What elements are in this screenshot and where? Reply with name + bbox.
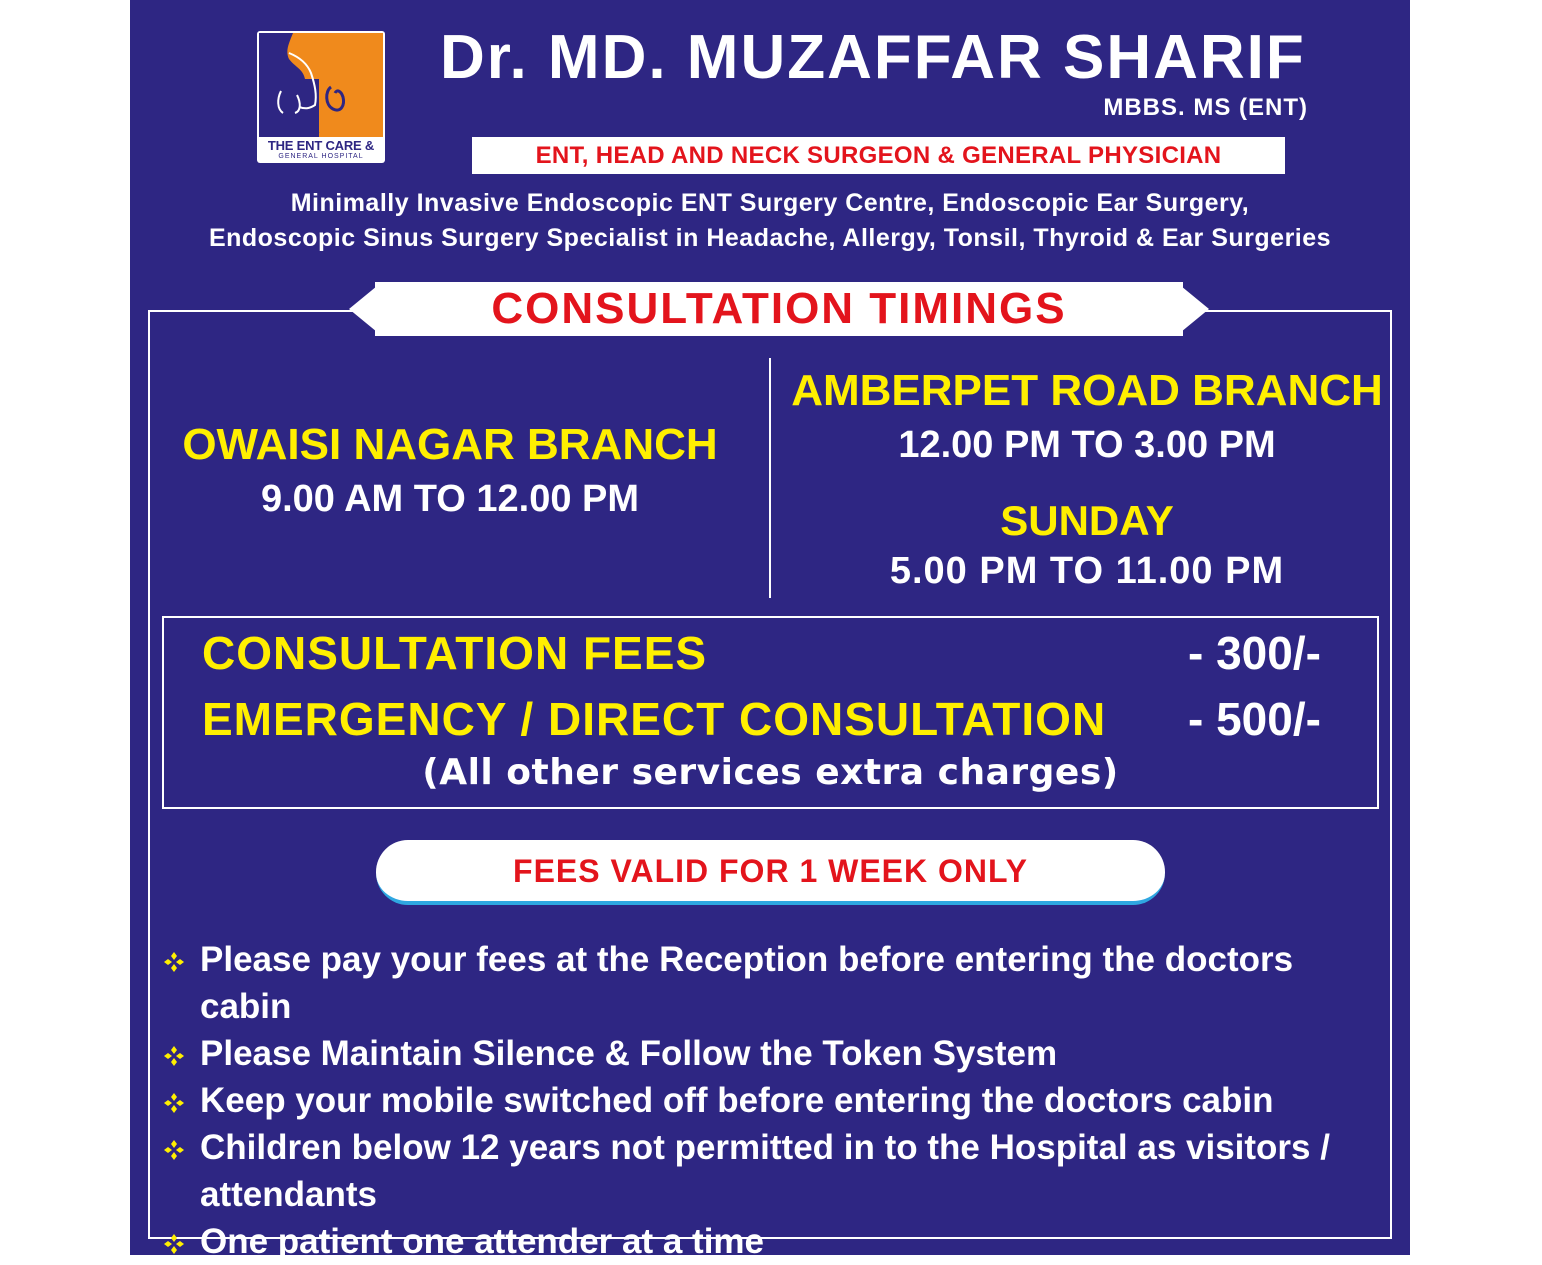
consultation-fee-amount: - 300/- <box>1188 627 1321 679</box>
validity-text: FEES VALID FOR 1 WEEK ONLY <box>513 853 1028 889</box>
fees-note: (All other services extra charges) <box>422 752 1119 793</box>
ent-face-icon <box>259 33 383 137</box>
emergency-fee-amount: - 500/- <box>1188 693 1321 745</box>
rule-text: Keep your mobile switched off before entering the doctors cabin <box>200 1081 1274 1120</box>
specialty-banner: ENT, HEAD AND NECK SURGEON & GENERAL PHYSICIAN <box>472 137 1285 174</box>
amberpet-branch-time: 12.00 PM TO 3.00 PM <box>898 424 1276 466</box>
branch-divider <box>769 358 771 598</box>
diamond-cluster-icon <box>162 1232 186 1256</box>
list-item <box>160 936 1390 1030</box>
list-item <box>160 1218 1390 1265</box>
tagline-line-1: Minimally Invasive Endoscopic ENT Surgery Centre, Endoscopic Ear Surgery, <box>290 189 1250 217</box>
hospital-logo <box>257 31 385 163</box>
timings-title: CONSULTATION TIMINGS <box>491 284 1067 333</box>
diamond-cluster-icon <box>162 1138 186 1162</box>
doctor-name: Dr. MD. MUZAFFAR SHARIF <box>440 23 1306 92</box>
diamond-cluster-icon <box>162 1091 186 1115</box>
logo-line-1: THE ENT CARE & <box>267 138 375 153</box>
list-item <box>160 1030 1390 1077</box>
rules-list <box>160 936 1390 1265</box>
owaisi-branch-time: 9.00 AM TO 12.00 PM <box>260 478 640 520</box>
diamond-cluster-icon <box>162 1044 186 1068</box>
sunday-label: SUNDAY <box>1000 497 1174 544</box>
diamond-cluster-icon <box>162 950 186 974</box>
rule-text: Please pay your fees at the Reception before entering the doctors cabin <box>200 940 1294 1026</box>
amberpet-branch-name: AMBERPET ROAD BRANCH <box>791 366 1383 415</box>
doctor-degree: MBBS. MS (ENT) <box>1103 94 1308 121</box>
list-item <box>160 1077 1390 1124</box>
list-item <box>160 1124 1390 1218</box>
logo-line-2: GENERAL HOSPITAL <box>278 153 364 160</box>
rule-text: Please Maintain Silence & Follow the Token System <box>200 1034 1058 1073</box>
sunday-time: 5.00 PM TO 11.00 PM <box>889 550 1285 592</box>
rule-text: One patient one attender at a time <box>200 1222 764 1261</box>
tagline-line-2: Endoscopic Sinus Surgery Specialist in Headache, Allergy, Tonsil, Thyroid & Ear Surgeries <box>208 224 1332 252</box>
owaisi-branch-name: OWAISI NAGAR BRANCH <box>182 420 718 469</box>
consultation-fee-label: CONSULTATION FEES <box>202 627 708 679</box>
rule-text: Children below 12 years not permitted in to the Hospital as visitors / attendants <box>200 1128 1330 1214</box>
emergency-fee-label: EMERGENCY / DIRECT CONSULTATION <box>202 693 1107 745</box>
